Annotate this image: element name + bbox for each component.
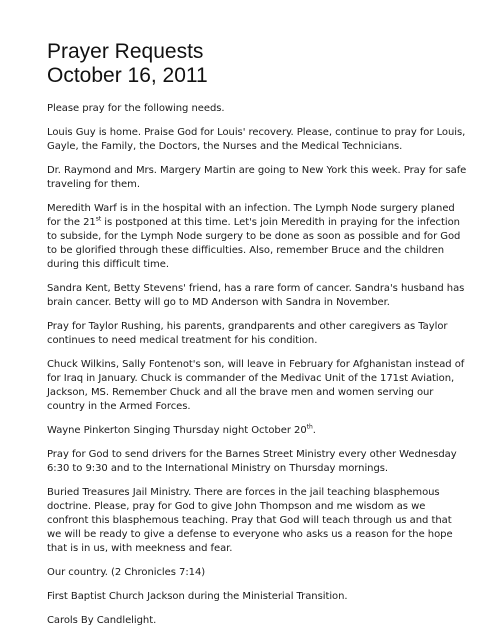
request-wayne-pinkerton-part-2: . xyxy=(312,425,316,436)
request-taylor-rushing: Pray for Taylor Rushing, his parents, grandparents and other caregivers as Taylor continues to need medical treatment for his condition. xyxy=(47,321,448,346)
request-drivers: Pray for God to send drivers for the Barnes Street Ministry every other Wednesday 6:30 to 9:30 and to the International Ministry on Thursday mornings. xyxy=(47,449,457,474)
request-our-country: Our country. (2 Chronicles 7:14) xyxy=(47,567,206,578)
request-sandra-kent: Sandra Kent, Betty Stevens' friend, has a rare form of cancer. Sandra's husband has brain cancer. Betty will go to MD Anderson with Sandra in November. xyxy=(47,283,465,308)
document-page xyxy=(47,40,467,638)
ordinal-suffix: st xyxy=(95,215,102,223)
request-meredith-warf-part-2: is postponed at this time. Let's join Meredith in praying for the infection to subside, for the Lymph Node surgery to be done as soon as possible and for God to be glorified through these difficulties. Also, remember Bruce and the children during this difficult time. xyxy=(47,217,461,270)
request-carols: Carols By Candlelight. xyxy=(47,615,157,626)
intro-paragraph: Please pray for the following needs. xyxy=(47,103,225,114)
request-louis-guy: Louis Guy is home. Praise God for Louis' recovery. Please, continue to pray for Louis, Gayle, the Family, the Doctors, the Nurses and the Medical Technicians. xyxy=(47,127,466,152)
page-date: October 16, 2011 xyxy=(47,64,208,87)
request-martin-travel: Dr. Raymond and Mrs. Margery Martin are going to New York this week. Pray for safe traveling for them. xyxy=(47,165,467,190)
request-wayne-pinkerton-part-1: Wayne Pinkerton Singing Thursday night October 20 xyxy=(47,425,307,436)
request-church-transition: First Baptist Church Jackson during the Ministerial Transition. xyxy=(47,591,348,602)
request-wayne-pinkerton xyxy=(47,424,467,438)
request-jail-ministry: Buried Treasures Jail Ministry. There are forces in the jail teaching blasphemous doctrine. Please, pray for God to give John Thompson and me wisdom as we confront this blasphemous teaching. Pray that God will teach through us and that we will be ready to give a defense to everyone who asks us a reason for the hope that is in us, with meekness and fear. xyxy=(47,487,453,554)
request-chuck-wilkins: Chuck Wilkins, Sally Fontenot's son, will leave in February for Afghanistan instead of for Iraq in January. Chuck is commander of the Medivac Unit of the 171st Aviation, Jackson, MS. Remember Chuck and all the brave men and women serving our country in the Armed Forces. xyxy=(47,359,465,412)
ordinal-suffix: th xyxy=(306,423,313,431)
page-title: Prayer Requests xyxy=(47,40,204,63)
request-meredith-warf xyxy=(47,202,467,272)
request-meredith-warf-part-1: Meredith Warf is in the hospital with an infection. The Lymph Node surgery planed for the 21 xyxy=(47,203,455,228)
